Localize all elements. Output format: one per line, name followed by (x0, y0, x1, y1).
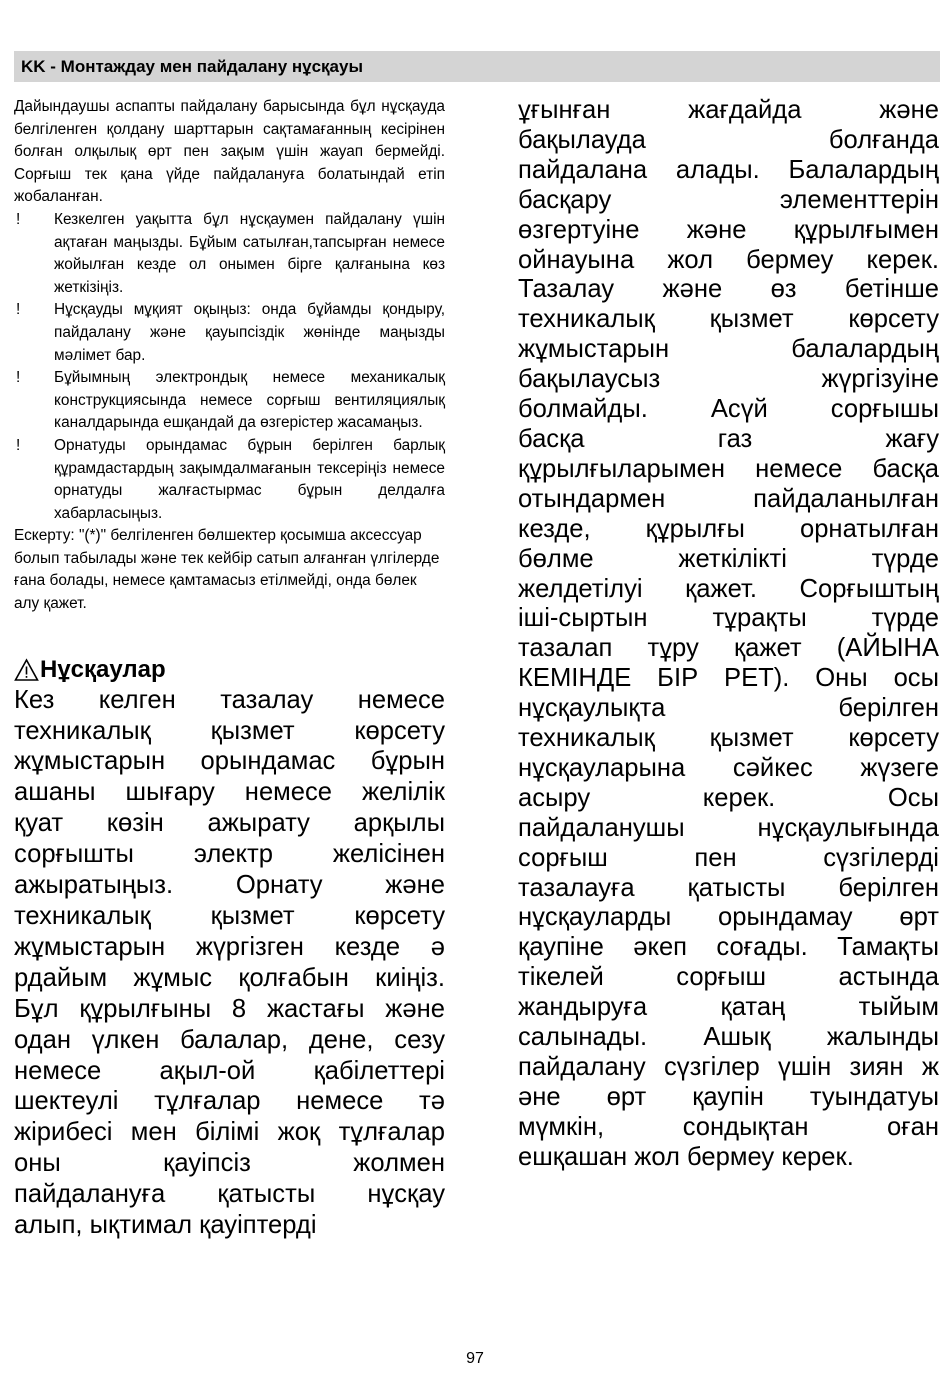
exclamation-icon: ! (16, 210, 21, 228)
text-line: пайдалана алады. Балалардың (518, 155, 939, 184)
text-line: мүмкін, сондықтан оған (518, 1112, 939, 1141)
text-line: салынады. Ашық жалынды (518, 1023, 939, 1052)
text-line: бақылауда болғанда (518, 125, 939, 154)
text-line: Бұл құрылғыны 8 жастағы және (14, 994, 445, 1023)
bullet-text: Бұйымның электрондық немесе механикалық конструкциясында немесе сорғыш вентиляциялық каналдарында ешқандай да өзгерістер жасамаңыз. (54, 369, 445, 432)
text-line: сорғышты электр желісінен (14, 840, 445, 869)
text-line: жұмыстарын балалардың (518, 335, 939, 364)
text-line: жұмыстарын жүргізген кезде ә (14, 932, 445, 961)
section-header (14, 51, 940, 82)
text-line: техникалық қызмет көрсету (518, 305, 939, 334)
text-line: пайдалануға қатысты нұсқау (14, 1180, 445, 1209)
text-line: техникалық қызмет көрсету (518, 724, 939, 753)
bullet-item (14, 435, 445, 525)
text-line: одан үлкен балалар, дене, сезу (14, 1025, 445, 1054)
text-line: шектеулі тұлғалар немесе тә (14, 1087, 445, 1116)
text-line: өзгертуіне және құрылғымен (518, 215, 939, 244)
text-line: нұсқауларына сәйкес жүзеге (518, 753, 939, 782)
bullet-text: Нұсқауды мұқият оқыңыз: онда бұйамды қондыру, пайдалану және қауыпсіздік жөнінде маңызды мәлімет бар. (54, 301, 445, 364)
text-line: ойнауына жол бермеу керек. (518, 245, 939, 274)
warning-triangle-icon (14, 658, 39, 682)
exclamation-icon: ! (16, 436, 21, 454)
bullet-item (14, 367, 445, 435)
exclamation-icon: ! (16, 369, 21, 387)
text-line: Кез келген тазалау немесе (14, 685, 445, 714)
note-paragraph: Ескерту: "(*)" белгіленген бөлшектер қосымша аксессуар болып табылады және тек кейбір сатып алғанған үлгілерде ғана болады, немесе қамтамасыз етілмейді, онда бөлек алу қажет. (14, 527, 440, 613)
text-line: Тазалау және өз бетінше (518, 275, 939, 304)
bullet-text: Кезкелген уақытта бұл нұсқаумен пайдалану үшін ақтаған маңызды. Бұйым сатылған,тапсырған немесе жойылған кезде ол онымен бірге қалғанына көз жеткізіңіз. (54, 210, 445, 296)
text-line: әне өрт қаупін туындатуы (518, 1082, 939, 1111)
text-line: жірибесі мен білімі жоқ тұлғалар (14, 1118, 445, 1147)
warnings-title: Нұсқаулар (40, 655, 166, 683)
text-line: КЕМІНДЕ БІР РЕТ). Оны осы (518, 664, 939, 693)
text-line: нұсқаулықта берілген (518, 694, 939, 723)
text-line: немесе ақыл-ой қабілеттері (14, 1056, 445, 1085)
text-line: ажыратыңыз. Орнату және (14, 871, 445, 900)
warnings-heading (14, 655, 445, 685)
text-line: ашаны шығару немесе желілік (14, 778, 445, 807)
text-line: сорғыш пен сүзгілерді (518, 843, 939, 872)
text-line: болмайды. Асүй сорғышы (518, 395, 939, 424)
text-line: кезде, құрылғы орнатылған (518, 514, 939, 543)
text-line: техникалық қызмет көрсету (14, 902, 445, 930)
text-line: техникалық қызмет көрсету (14, 716, 445, 745)
exclamation-icon: ! (16, 301, 21, 319)
text-line: іші-сыртын тұрақты түрде (518, 604, 939, 633)
bullet-text: Орнатуды орындамас бұрын берілген барлық құрамдастардың зақымдалмағанын тексеріңіз немесе орнатуды жалғастырмас бұрын делдалға хабарласыңыз. (54, 436, 445, 522)
text-line: пайдалану сүзгілер үшін зиян ж (518, 1053, 939, 1081)
text-line: асыру керек. Осы (518, 783, 939, 812)
text-line: тазалауға қатысты берілген (518, 873, 939, 902)
text-line: тікелей сорғыш астында (518, 963, 939, 992)
text-line: ешқашан жол бермеу керек. (518, 1142, 854, 1171)
text-line: желдетілуі қажет. Сорғыштың (518, 574, 939, 603)
text-line: ұғынған жағдайда және (518, 96, 939, 124)
text-line: отындармен пайдаланылған (518, 484, 939, 513)
warnings-left-text (14, 685, 445, 1241)
text-line: жұмыстарын орындамас бұрын (14, 747, 445, 776)
text-line: құрылғыларымен немесе басқа (518, 454, 939, 483)
right-column (518, 96, 939, 1173)
warnings-right-text (518, 95, 939, 1173)
text-line: рдайым жұмыс қолғабын киіңіз. (14, 963, 445, 992)
page-number: 97 (466, 1350, 484, 1367)
text-line: оны қауіпсіз жолмен (14, 1149, 445, 1178)
text-line: бөлме жеткілікті түрде (518, 544, 939, 573)
bullet-item (14, 209, 445, 299)
text-line: қуат көзін ажырату арқылы (14, 809, 445, 838)
text-line: жандыруға қатаң тыйым (518, 993, 939, 1022)
text-line: басқа газ жағу (518, 424, 939, 453)
text-line: нұсқауларды орындамау өрт (518, 903, 939, 932)
bullet-item (14, 299, 445, 367)
text-line: басқару элементтерін (518, 185, 939, 214)
text-line: бақылаусыз жүргізуіне (518, 365, 939, 394)
text-line: алып, ықтимал қауіптерді (14, 1211, 317, 1240)
left-column (14, 96, 445, 1241)
text-line: тазалап тұру қажет (АЙЫНА (518, 634, 939, 663)
section-title: KK - Монтаждау мен пайдалану нұсқауы (21, 57, 363, 76)
intro-paragraph: Дайындаушы аспапты пайдалану барысында бұл нұсқауда белгіленген қолдану шарттарын сақтамағанның кесірінен болған олқылық өрт пен зақым үшін жауап бермейді. Сорғыш тек қана үйде пайдалануға болатындай етіп жобаланған. (14, 98, 445, 206)
text-line: пайдаланушы нұсқаулығында (518, 813, 939, 842)
text-line: қаупіне әкеп соғады. Тамақты (518, 933, 939, 962)
